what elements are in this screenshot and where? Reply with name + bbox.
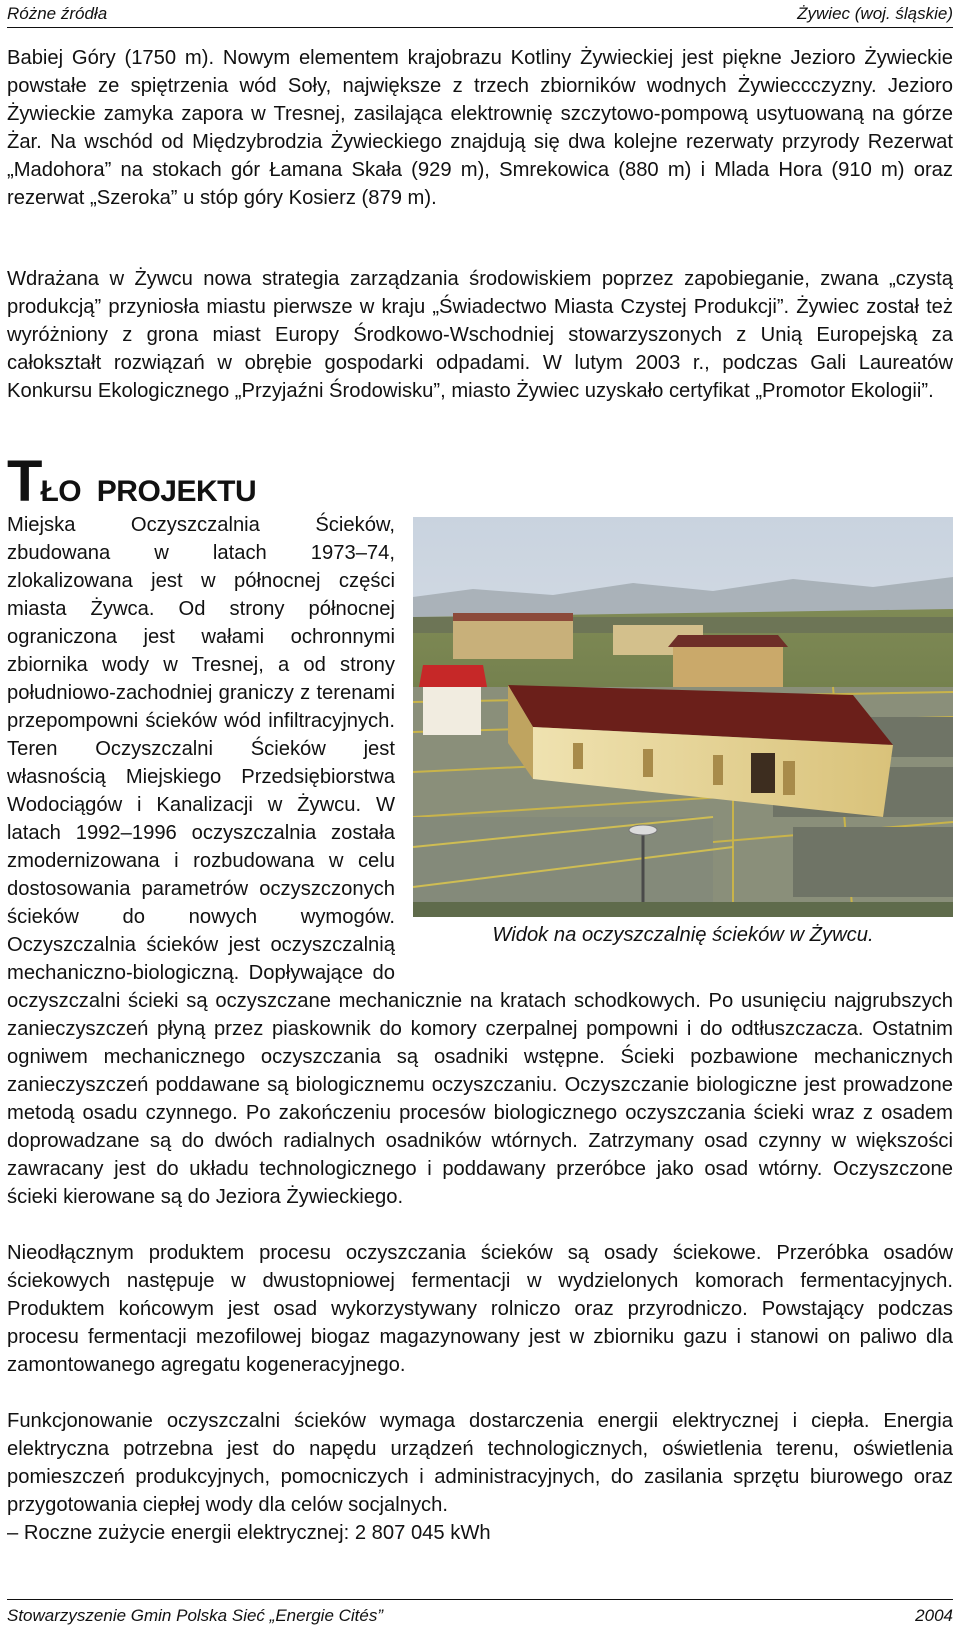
footer-rule bbox=[7, 1599, 953, 1600]
heading-rest-2: PROJEKTU bbox=[96, 475, 257, 508]
intro-paragraph-1 bbox=[7, 44, 953, 212]
energy-consumption-line: – Roczne zużycie energii elektrycznej: 2 807 045 kWh bbox=[7, 1522, 491, 1544]
paragraph-text: Babiej Góry (1750 m). Nowym elementem krajobrazu Kotliny Żywieckiej jest piękne Jezioro Żywieckie powstałe ze spiętrzenia wód Soły, największe z trzech zbiorników wodnych Żywieccczyzny. Jezioro Żywieckie zamyka zapora w Tresnej, zasilająca elektrownię szczytowo-pompową usytuowaną na górze Żar. Na wschód od Międzybrodzia Żywieckiego znajdują się dwa kolejne rezerwaty przyrody Rezerwat „Madohora” na stokach gór Łamana Skała (929 m), Smrekowica (880 m) i Mlada Hora (910 m) oraz rezerwat „Szeroka” u stóp góry Kosierz (879 m). bbox=[7, 47, 953, 209]
figure-caption: Widok na oczyszczalnię ścieków w Żywcu. bbox=[492, 924, 874, 946]
project-body bbox=[7, 511, 953, 1547]
project-paragraph-1: Miejska Oczyszczalnia Ścieków, zbudowana w latach 1973–74, zlokalizowana jest w północnej części miasta Żywca. Od strony północnej ograniczona jest wałami ochronnymi zbiornika wody w Tresnej, a od strony południowo-zachodniej graniczy z terenami przepompowni ścieków wód infiltracyjnych. Teren Oczyszczalni Ścieków jest własnością Miejskiego Przedsiębiorstwa Wodociągów i Kanalizacji w Żywcu. W latach 1992–1996 oczyszczalnia została zmodernizowana i rozbudowana w celu dostosowania parametrów oczyszczonych ścieków do nowych wymogów. Oczyszczalnia ścieków jest oczyszczalnią mechaniczno-biologiczną. Dopływające do oczyszczalni ścieki są oczyszczane mechanicznie na kratach schodkowych. Po usunięciu najgrubszych zanieczyszczeń płyną przez piaskownik do komory czerpalnej pompowni i do odtłuszczacza. Ostatnim ogniwem mechanicznego oczyszczania są osadniki wstępne. Ścieki pozbawione mechanicznych zanieczyszczeń poddawane są biologicznemu oczyszczaniu. Oczyszczanie biologiczne jest prowadzone metodą osadu czynnego. Po zakończeniu procesów biologicznego oczyszczania ścieki wraz z osadem doprowadzane są do dwóch radialnych osadników wtórnych. Zatrzymany osad czynny w większości zawracany jest do układu technologicznego i poddawany przeróbce jako osad wtórny. Oczyszczone ścieki kierowane są do Jeziora Żywieckiego. bbox=[7, 514, 953, 1208]
project-paragraph-2: Nieodłącznym produktem procesu oczyszczania ścieków są osady ściekowe. Przeróbka osadów ściekowych następuje w dwustopniowej fermentacji w wydzielonych komorach fermentacyjnych. Produktem końcowym jest osad wykorzystywany rolniczo oraz przyrodniczo. Powstający podczas procesu fermentacji mezofilowej biogaz magazynowany jest w zbiorniku gazu i stanowi on paliwo dla zamontowanego agregatu kogeneracyjnego. bbox=[7, 1242, 953, 1376]
project-paragraph-3: Funkcjonowanie oczyszczalni ścieków wymaga dostarczenia energii elektrycznej i ciepła. Energia elektryczna potrzebna jest do napędu urządzeń technologicznych, oświetlenia terenu, oświetlenia pomieszczeń produkcyjnych, pomocniczych i administracyjnych, do zasilania sprzętu biurowego oraz przygotowania ciepłej wody dla celów socjalnych. bbox=[7, 1410, 953, 1516]
header-left: Różne źródła bbox=[7, 4, 108, 23]
heading-initial: T bbox=[7, 449, 41, 514]
footer-left: Stowarzyszenie Gmin Polska Sieć „Energie Cités” bbox=[7, 1606, 384, 1625]
photo-illustration bbox=[413, 517, 953, 917]
header-rule bbox=[7, 27, 953, 28]
heading-rest-1: ŁO bbox=[40, 475, 82, 508]
footer-right: 2004 bbox=[915, 1606, 953, 1625]
figure bbox=[413, 517, 953, 967]
paragraph-text: Wdrażana w Żywcu nowa strategia zarządzania środowiskiem poprzez zapobieganie, zwana „czystą produkcją” przyniosła miastu pierwsze w kraju „Świadectwo Miasta Czystej Produkcji”. Żywiec został też wyróżniony z grona miast Europy Środkowo-Wschodniej stowarzyszonych z Unią Europejską za całokształt rozwiązań w obrębie gospodarki odpadami. W lutym 2003 r., podczas Gali Laureatów Konkursu Ekologicznego „Przyjaźni Środowisku”, miasto Żywiec uzyskało certyfikat „Promotor Ekologii”. bbox=[7, 268, 953, 402]
header-right: Żywiec (woj. śląskie) bbox=[797, 4, 953, 23]
intro-paragraph-2 bbox=[7, 265, 953, 405]
treatment-plant-photo bbox=[413, 517, 953, 917]
